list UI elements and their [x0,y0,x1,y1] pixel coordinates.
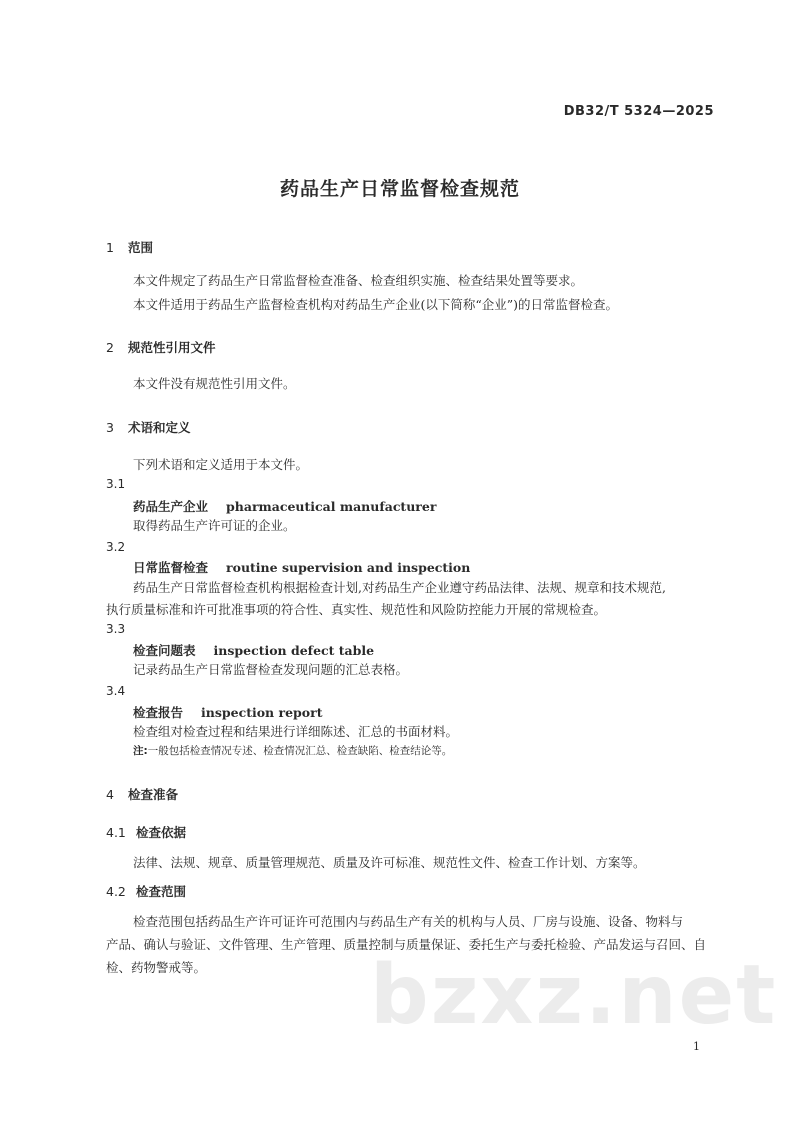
subsection-number: 4.1 [106,825,126,840]
subsection-4-1-paragraph: 法律、法规、规章、质量管理规范、质量及许可标准、规范性文件、检查工作计划、方案等。 [133,855,646,870]
term-heading [133,641,374,659]
term-definition: 检查组对检查过程和结果进行详细陈述、汇总的书面材料。 [133,724,459,739]
term-cn: 药品生产企业 [133,499,209,514]
section-2-heading [106,338,216,356]
subsection-4-2-line-3: 检、药物警戒等。 [106,960,207,975]
term-definition-line-1: 药品生产日常监督检查机构根据检查计划,对药品生产企业遵守药品法律、法规、规章和技术规范, [133,580,666,595]
term-cn: 日常监督检查 [133,560,209,575]
subsection-4-2-line-2: 产品、确认与验证、文件管理、生产管理、质量控制与质量保证、委托生产与委托检验、产品发运与召回、自 [106,937,707,952]
section-title: 检查准备 [128,787,179,802]
section-3-intro: 下列术语和定义适用于本文件。 [133,457,309,472]
term-heading [133,703,322,721]
section-2-paragraph: 本文件没有规范性引用文件。 [133,376,296,391]
section-number: 3 [106,420,114,435]
section-number: 4 [106,787,114,802]
term-note [133,743,452,758]
section-1-paragraph-1: 本文件规定了药品生产日常监督检查准备、检查组织实施、检查结果处置等要求。 [133,273,584,288]
section-number: 1 [106,240,114,255]
subsection-title: 检查范围 [136,884,187,899]
document-title: 药品生产日常监督检查规范 [279,178,520,200]
section-1-paragraph-2: 本文件适用于药品生产监督检查机构对药品生产企业(以下简称“企业”)的日常监督检查。 [133,297,619,312]
subsection-title: 检查依据 [136,825,187,840]
page-number: 1 [693,1040,700,1053]
standard-code: DB32/T 5324—2025 [563,104,714,119]
term-heading [133,497,436,515]
section-title: 术语和定义 [128,420,191,435]
section-1-heading [106,238,153,256]
watermark: bzxz.net [370,948,778,1043]
term-en: routine supervision and inspection [226,560,471,575]
term-en: inspection report [201,705,323,720]
term-en: inspection defect table [213,643,375,658]
term-number: 3.3 [106,622,126,636]
term-number: 3.2 [106,540,126,554]
subsection-4-2-heading [106,882,186,900]
term-number: 3.4 [106,684,126,698]
section-title: 范围 [128,240,154,255]
subsection-4-1-heading [106,823,186,841]
section-number: 2 [106,340,114,355]
term-cn: 检查报告 [133,705,184,720]
term-cn: 检查问题表 [133,643,196,658]
note-label: 注: [133,745,148,757]
term-en: pharmaceutical manufacturer [226,499,437,514]
section-title: 规范性引用文件 [128,340,216,355]
subsection-4-2-line-1: 检查范围包括药品生产许可证许可范围内与药品生产有关的机构与人员、厂房与设施、设备、物料与 [133,914,684,929]
subsection-number: 4.2 [106,884,126,899]
term-heading [133,558,470,576]
term-definition: 记录药品生产日常监督检查发现问题的汇总表格。 [133,662,409,677]
term-number: 3.1 [106,477,126,491]
note-text: 一般包括检查情况专述、检查情况汇总、检查缺陷、检查结论等。 [147,745,453,757]
section-3-heading [106,418,191,436]
term-definition-line-2: 执行质量标准和许可批准事项的符合性、真实性、规范性和风险防控能力开展的常规检查。 [106,602,607,617]
term-definition: 取得药品生产许可证的企业。 [133,518,296,533]
section-4-heading [106,785,178,803]
